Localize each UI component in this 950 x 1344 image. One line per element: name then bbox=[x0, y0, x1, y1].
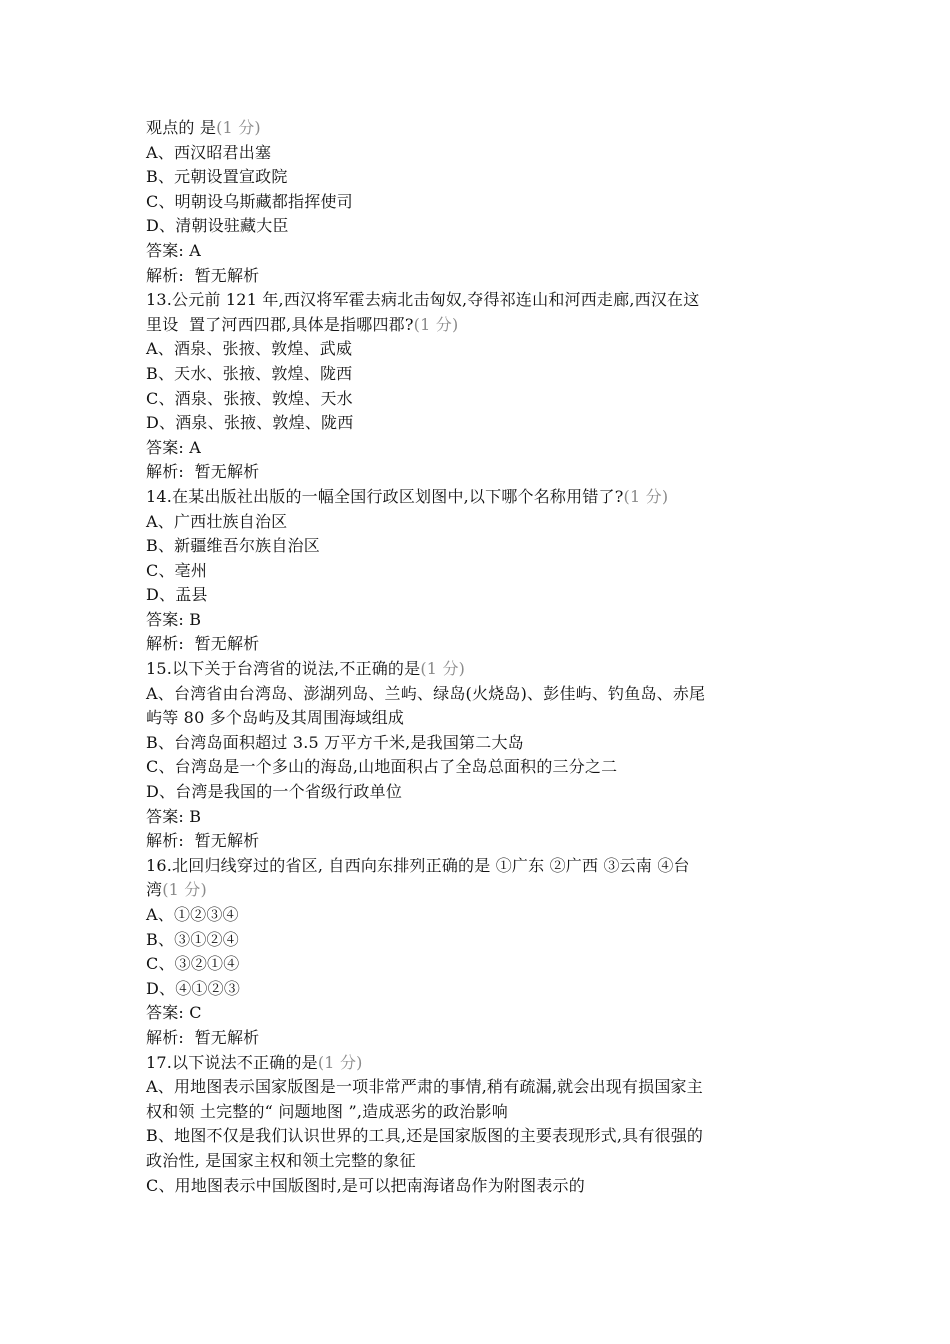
line-text: 权和领 土完整的“ 问题地图 ”,造成恶劣的政治影响 bbox=[146, 1101, 508, 1121]
line-text: 政治性, 是国家主权和领土完整的象征 bbox=[146, 1150, 416, 1170]
line-text: 16.北回归线穿过的省区, 自西向东排列正确的是 ①广东 ②广西 ③云南 ④台 bbox=[146, 855, 690, 875]
line-text: A、用地图表示国家版图是一项非常严肃的事情,稍有疏漏,就会出现有损国家主 bbox=[146, 1077, 703, 1097]
line-text: 解析: 暂无解析 bbox=[146, 634, 260, 654]
text-line bbox=[146, 387, 816, 412]
line-text: A、酒泉、张掖、敦煌、武威 bbox=[146, 339, 353, 359]
line-text: 屿等 80 多个岛屿及其周围海域组成 bbox=[146, 708, 405, 728]
text-line bbox=[146, 632, 816, 657]
line-text: C、③②①④ bbox=[146, 954, 240, 974]
text-line bbox=[146, 854, 816, 879]
text-line bbox=[146, 829, 816, 854]
text-line bbox=[146, 1001, 816, 1026]
text-line bbox=[146, 952, 816, 977]
line-text: B、天水、张掖、敦煌、陇西 bbox=[146, 363, 353, 383]
line-text: C、用地图表示中国版图时,是可以把南海诸岛作为附图表示的 bbox=[146, 1175, 585, 1195]
line-text: 里设 置了河西四郡,具体是指哪四郡? bbox=[146, 314, 414, 334]
line-text: 14.在某出版社出版的一幅全国行政区划图中,以下哪个名称用错了? bbox=[146, 486, 624, 506]
score-label: (1 分) bbox=[623, 486, 669, 506]
line-text: D、清朝设驻藏大臣 bbox=[146, 216, 289, 236]
line-text: C、明朝设乌斯藏都指挥使司 bbox=[146, 191, 353, 211]
text-line bbox=[146, 755, 816, 780]
text-line bbox=[146, 510, 816, 535]
line-text: A、台湾省由台湾岛、澎湖列岛、兰屿、绿岛(火烧岛)、彭佳屿、钓鱼岛、赤尾 bbox=[146, 683, 706, 703]
score-label: (1 分) bbox=[216, 118, 261, 137]
line-text: 湾 bbox=[146, 880, 163, 900]
text-line bbox=[146, 411, 816, 436]
text-line bbox=[146, 977, 816, 1002]
text-line bbox=[146, 288, 816, 313]
line-text: 观点的 是 bbox=[146, 118, 217, 137]
score-label: (1 分) bbox=[420, 659, 466, 679]
text-line bbox=[146, 805, 816, 830]
text-line bbox=[146, 534, 816, 559]
text-line bbox=[146, 239, 816, 264]
line-text: 解析: 暂无解析 bbox=[146, 265, 260, 285]
score-label: (1 分) bbox=[162, 880, 207, 900]
text-line bbox=[146, 1124, 816, 1149]
score-label: (1 分) bbox=[317, 1052, 363, 1072]
line-text: 答案: A bbox=[146, 437, 202, 457]
line-text: 15.以下关于台湾省的说法,不正确的是 bbox=[146, 659, 421, 679]
text-line bbox=[146, 141, 816, 166]
text-line bbox=[146, 657, 816, 682]
line-text: B、台湾岛面积超过 3.5 万平方千米,是我国第二大岛 bbox=[146, 732, 524, 752]
text-line bbox=[146, 190, 816, 215]
text-line bbox=[146, 1100, 816, 1125]
text-line bbox=[146, 731, 816, 756]
text-line bbox=[146, 928, 816, 953]
document-page bbox=[146, 116, 816, 1198]
line-text: 答案: B bbox=[146, 609, 202, 629]
line-text: 解析: 暂无解析 bbox=[146, 831, 260, 851]
text-line bbox=[146, 1075, 816, 1100]
text-line bbox=[146, 460, 816, 485]
line-text: 答案: B bbox=[146, 806, 202, 826]
line-text: 解析: 暂无解析 bbox=[146, 462, 260, 482]
line-text: 17.以下说法不正确的是 bbox=[146, 1052, 318, 1072]
text-line bbox=[146, 264, 816, 289]
score-label: (1 分) bbox=[413, 314, 459, 334]
line-text: A、广西壮族自治区 bbox=[146, 511, 288, 531]
line-text: A、①②③④ bbox=[146, 905, 239, 924]
line-text: D、台湾是我国的一个省级行政单位 bbox=[146, 782, 403, 802]
text-line bbox=[146, 1051, 816, 1076]
text-line bbox=[146, 485, 816, 510]
text-line bbox=[146, 313, 816, 338]
line-text: D、酒泉、张掖、敦煌、陇西 bbox=[146, 413, 354, 433]
text-line bbox=[146, 583, 816, 608]
line-text: B、元朝设置宣政院 bbox=[146, 167, 288, 187]
text-line bbox=[146, 706, 816, 731]
text-line bbox=[146, 1026, 816, 1051]
line-text: B、新疆维吾尔族自治区 bbox=[146, 536, 320, 556]
text-line bbox=[146, 165, 816, 190]
text-line bbox=[146, 337, 816, 362]
text-line bbox=[146, 682, 816, 707]
line-text: 解析: 暂无解析 bbox=[146, 1027, 260, 1047]
line-text: 答案: C bbox=[146, 1003, 202, 1023]
text-line bbox=[146, 1174, 816, 1199]
text-line bbox=[146, 903, 816, 928]
line-text: D、盂县 bbox=[146, 585, 208, 605]
line-text: C、台湾岛是一个多山的海岛,山地面积占了全岛总面积的三分之二 bbox=[146, 757, 618, 777]
text-line bbox=[146, 116, 816, 141]
line-text: 13.公元前 121 年,西汉将军霍去病北击匈奴,夺得祁连山和河西走廊,西汉在这 bbox=[146, 290, 700, 310]
text-line bbox=[146, 214, 816, 239]
line-text: B、地图不仅是我们认识世界的工具,还是国家版图的主要表现形式,具有很强的 bbox=[146, 1126, 704, 1146]
line-text: B、③①②④ bbox=[146, 929, 239, 949]
text-line bbox=[146, 608, 816, 633]
text-line bbox=[146, 878, 816, 903]
line-text: D、④①②③ bbox=[146, 978, 241, 998]
text-line bbox=[146, 362, 816, 387]
line-text: 答案: A bbox=[146, 240, 202, 260]
line-text: C、亳州 bbox=[146, 560, 208, 580]
line-text: A、西汉昭君出塞 bbox=[146, 142, 272, 162]
text-line bbox=[146, 780, 816, 805]
text-line bbox=[146, 436, 816, 461]
text-line bbox=[146, 559, 816, 584]
line-text: C、酒泉、张掖、敦煌、天水 bbox=[146, 388, 353, 408]
text-line bbox=[146, 1149, 816, 1174]
